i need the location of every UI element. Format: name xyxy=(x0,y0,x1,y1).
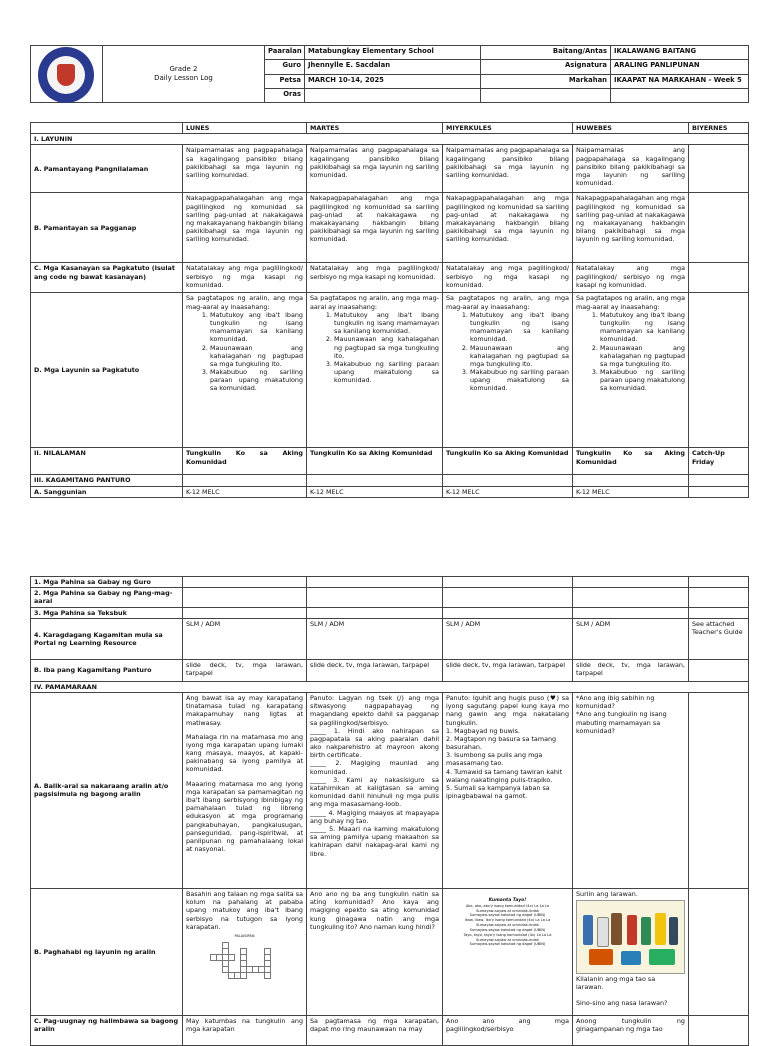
song-line: Sumayaw-sayaw at umindak-indak xyxy=(476,908,539,913)
checklist-item: _____ 1. Hindi ako nahirapan sa pagpapatala sa aking paaralan dahil ako nakparehistro at mayroon akong birth certificate. xyxy=(310,726,439,760)
lesson-table-part1 xyxy=(30,122,748,498)
objectives-list xyxy=(186,311,303,393)
empty-cell xyxy=(183,475,307,486)
mon-pag-uugnay: May katumbas na tungkulin ang mga karapatan xyxy=(183,1015,307,1045)
objectives-intro: Sa pagtatapos ng aralin, ang mga mag-aaral ay inaasahang: xyxy=(186,294,303,311)
song-line: Sumayaw-sayaw kakutad ng dagat (UBIN) xyxy=(469,942,546,947)
empty-cell xyxy=(443,475,573,486)
empty-cell xyxy=(573,475,689,486)
song-line: Ikaw, ikaw, ika'y isang komunidad (4x) La La La xyxy=(464,918,551,923)
paaralan-label: Paaralan xyxy=(265,46,305,60)
empty-cell xyxy=(307,475,443,486)
mon-balik-aral xyxy=(183,692,307,888)
wed-karagdagang-kagamitan: SLM / ADM xyxy=(443,618,573,659)
checklist-item: _____ 5. Maaari na kaming makatulong sa aming pamilya upang makaahon sa kahirapan dahil nakapag-aral kami ng libre. xyxy=(310,824,439,858)
tue-layunin-sa-pagkatuto xyxy=(307,293,443,448)
crossword-puzzle-image xyxy=(210,942,280,984)
row-label-layunin-sa-pagkatuto: D. Mga Layunin sa Pagkatuto xyxy=(31,293,183,448)
song-line: Sumayaw-sayaw at umindak-indak xyxy=(476,923,539,928)
objective-item: 3. Makabubuo ng sariling paraan upang makatulong sa komunidad. xyxy=(210,368,303,393)
paragraph: Mahalaga rin na matamasa mo ang iyong mga karapatan upang lumaki kang masaya, maayos, at kapaki-pakinabang sa iyong pamilya at komunidad. xyxy=(186,732,303,774)
fri-empty xyxy=(689,145,749,193)
wed-sanggunian: K-12 MELC xyxy=(443,486,573,497)
row-label-balik-aral: A. Balik-aral sa nakaraang aralin at/o pagsisimula ng bagong aralin xyxy=(31,692,183,888)
paragraph: Maaaring matamasa mo ang iyong mga karapatan sa pamamagitan ng iba't ibang serbisyong ibinibigay ng pamahalaan tulad ng libreng edukasyon at mga programang pangkabuhayan, pangkalusugan, panseguridad, pang-ispiritwal, at panlipunan ng pamahalaang lokal at nasyonal. xyxy=(186,779,303,854)
crossword-caption: PALAISIPAN xyxy=(234,933,255,938)
section-kagamitang-panturo: III. KAGAMITANG PANTURO xyxy=(31,475,183,486)
fri-empty xyxy=(689,888,749,1015)
mon-paghahabi xyxy=(183,888,307,1015)
row-label-pamantayan-sa-pagganap: B. Pamantayan sa Pagganap xyxy=(31,193,183,263)
fri-empty xyxy=(689,486,749,497)
fri-catch-up: Catch-Up Friday xyxy=(689,448,749,475)
thu-nilalaman: Tungkulin Ko sa Aking Komunidad xyxy=(573,448,689,475)
objective-item: 1. Matutukoy ang iba't ibang tungkulin ng isang mamamayan sa kanilang komunidad. xyxy=(210,311,303,344)
wed-layunin-sa-pagkatuto xyxy=(443,293,573,448)
objectives-intro: Sa pagtatapos ng aralin, ang mga mag-aaral ay inaasahang: xyxy=(576,294,685,311)
petsa-label: Petsa xyxy=(265,74,305,88)
baitang-value: IKALAWANG BAITANG xyxy=(611,46,749,60)
question-text: *Ano ang ibig sabihin ng komunidad? xyxy=(576,693,655,711)
fri-teachers-guide-note: See attached Teacher's Guide xyxy=(689,618,749,659)
objective-item: 1. Matutukoy ang iba't ibang tungkulin ng isang mamamayan sa kanilang komunidad. xyxy=(470,311,569,344)
objectives-table xyxy=(30,122,749,498)
mon-pamantayan-sa-pagganap: Nakapagpapahalagahan ang mga paglilingkod ng komunidad sa sariling pag-unlad at nakakagawa ng makakayanang hakbangin bilang pakikibahagi sa mga layunin ng sariling komunidad. xyxy=(183,193,307,263)
header-table xyxy=(30,45,749,103)
guro-label: Guro xyxy=(265,60,305,74)
thu-pamantayan-sa-pagganap: Nakapagpapahalagahan ang mga paglilingkod ng komunidad sa sariling pag-unlad at nakakagawa ng makakayanang hakbangin bilang pakikibahagi sa mga layunin ng sariling komunidad. xyxy=(573,193,689,263)
wed-kasanayan: Natatalakay ang mga paglilingkod/ serbisyo ng mga kasapi ng komunidad. xyxy=(443,263,573,293)
thu-karagdagang-kagamitan: SLM / ADM xyxy=(573,618,689,659)
tue-paghahabi: Ano ano ng ba ang tungkulin natin sa ating komunidad? Ano kaya ang magiging epekto sa ating komunidad kung ginagawa natin ang mga tungkuling ito? Ano naman kung hindi? xyxy=(307,888,443,1015)
instruction-text: Basahin ang talaan ng mga salita sa kolum na pahalang at pababa upang matukoy ang iba't ibang serbisyo na tutugon sa iyong karapatan. xyxy=(186,889,303,931)
day-header-mon: LUNES xyxy=(183,123,307,134)
row-label-karagdagang-kagamitan: 4. Karagdagang Kagamitan mula sa Portal ng Learning Resource xyxy=(31,618,183,659)
song-line: Sumayaw-sayaw at umindak-indak xyxy=(476,937,539,942)
objective-item: 2. Mauunawaan ang kahalagahan ng pagtupad sa mga tungkuling ito. xyxy=(334,335,439,360)
fri-empty xyxy=(689,293,749,448)
tue-sanggunian: K-12 MELC xyxy=(307,486,443,497)
community-workers-image xyxy=(576,900,685,974)
song-line: Ako, ako, ako'y isang komunidad (4x) La La La xyxy=(465,903,550,908)
day-header-fri: BIYERNES xyxy=(689,123,749,134)
thu-layunin-sa-pagkatuto xyxy=(573,293,689,448)
empty-cell xyxy=(481,88,611,102)
fri-empty xyxy=(689,659,749,681)
list-item: 2. Magtapon ng basura sa tamang basurahan. xyxy=(446,734,557,752)
tue-pamantayan-sa-pagganap: Nakapagpapahalagahan ang mga paglilingkod ng komunidad sa sariling pag-unlad at nakakagawa ng makakayanang hakbangin bilang pakikibahagi sa mga layunin ng sariling komunidad. xyxy=(307,193,443,263)
wed-paghahabi xyxy=(443,888,573,1015)
day-header-tue: MARTES xyxy=(307,123,443,134)
deped-seal-logo xyxy=(38,47,94,103)
instruction-text: Panuto: Iguhit ang hugis puso (♥) sa iyong sagutang papel kung kaya mo nang gawin ang mga nakatalang tungkulin. xyxy=(446,693,569,727)
asignatura-value: ARALING PANLIPUNAN xyxy=(611,60,749,74)
paragraph: Ang bawat isa ay may karapatang tinatamasa tulad ng karapatang makapamuhay nang ligtas at matiwasay. xyxy=(186,693,303,727)
logo-cell xyxy=(31,46,103,103)
checklist-item: _____ 4. Magiging maayos at mapayapa ang buhay ng tao. xyxy=(310,808,439,825)
tue-balik-aral xyxy=(307,692,443,888)
song-line: Sumayaw-sayaw kakutad ng dagat (UBIN) xyxy=(469,927,546,932)
objectives-intro: Sa pagtatapos ng aralin, ang mga mag-aaral ay inaasahang: xyxy=(446,294,569,311)
tue-kasanayan: Natatalakay ang mga paglilingkod/ serbisyo ng mga kasapi ng komunidad. xyxy=(307,263,443,293)
row-label-gabay-mag-aaral: 2. Mga Pahina sa Gabay ng Pang-mag-aaral xyxy=(31,588,183,607)
markahan-label: Markahan xyxy=(481,74,611,88)
instruction-text: Suriin ang larawan. xyxy=(576,889,638,898)
section-pamamaraan: IV. PAMAMARAAN xyxy=(31,681,749,692)
fri-empty xyxy=(689,263,749,293)
thu-pamantayang-pangnilalaman: Naipamamalas ang pagpapahalaga sa kagalingang pansibiko bilang pakikibahagi sa mga layunin ng sariling komunidad. xyxy=(573,145,689,193)
row-label-iba-pang-kagamitan: B. Iba pang Kagamitang Panturo xyxy=(31,659,183,681)
tue-karagdagang-kagamitan: SLM / ADM xyxy=(307,618,443,659)
fri-empty xyxy=(689,193,749,263)
mon-layunin-sa-pagkatuto xyxy=(183,293,307,448)
list-item: 3. Isumbong sa pulis ang mga masasamang tao. xyxy=(446,751,543,768)
section-layunin: I. LAYUNIN xyxy=(31,134,749,145)
header-block xyxy=(30,45,748,103)
asignatura-label: Asignatura xyxy=(481,60,611,74)
objective-item: 3. Makabubuo ng sariling paraan upang makatulong sa komunidad. xyxy=(470,368,569,393)
row-label-pamantayang-pangnilalaman: A. Pamantayang Pangnilalaman xyxy=(31,145,183,193)
empty-cell xyxy=(611,88,749,102)
checklist-item: _____ 3. Kami ay nakasisiguro sa katahimikan at kaligtasan sa aming komunidad dahil hinuhuli ng mga pulis ang mga masasamang-loob. xyxy=(310,775,439,809)
tue-nilalaman: Tungkulin Ko sa Aking Komunidad xyxy=(307,448,443,475)
procedures-table xyxy=(30,576,749,1046)
objective-item: 2. Mauunawaan ang kahalagahan ng pagtupad sa mga tungkuling ito. xyxy=(470,344,569,369)
list-item: 1. Magbayad ng buwis. xyxy=(446,726,520,735)
day-header-thu: HUWEBES xyxy=(573,123,689,134)
mon-sanggunian: K-12 MELC xyxy=(183,486,307,497)
list-item: 5. Sumali sa kampanya laban sa ipinagbabawal na gamot. xyxy=(446,784,550,801)
day-header-wed: MIYERKULES xyxy=(443,123,573,134)
fri-empty xyxy=(689,692,749,888)
objective-item: 1. Matutukoy ang iba't ibang tungkulin ng isang mamamayan sa kanilang komunidad. xyxy=(600,311,685,344)
baitang-label: Baitang/Antas xyxy=(481,46,611,60)
objective-item: 2. Mauunawaan ang kahalagahan ng pagtupad sa mga tungkuling ito. xyxy=(600,344,685,369)
petsa-value: MARCH 10-14, 2025 xyxy=(305,74,481,88)
wed-pamantayang-pangnilalaman: Naipamamalas ang pagpapahalaga sa kagalingang pansibiko bilang pakikibahagi sa mga layunin ng sariling komunidad. xyxy=(443,145,573,193)
mon-nilalaman: Tungkulin Ko sa Aking Komunidad xyxy=(183,448,307,475)
objectives-list xyxy=(576,311,685,393)
lesson-table-part2 xyxy=(30,576,748,1034)
row-label-pag-uugnay: C. Pag-uugnay ng halimbawa sa bagong aralin xyxy=(31,1015,183,1045)
question-text: Sino-sino ang nasa larawan? xyxy=(576,998,668,1007)
corner-cell xyxy=(31,123,183,134)
tue-iba-pang-kagamitan: slide deck, tv, mga larawan, tarpapel xyxy=(307,659,443,681)
tue-pag-uugnay: Sa pagtamasa ng mga karapatan, dapat mo ring maunawaan na may xyxy=(307,1015,443,1045)
mon-pamantayang-pangnilalaman: Naipamamalas ang pagpapahalaga sa kagalingang pansibiko bilang pakikibahagi sa mga layunin ng sariling komunidad. xyxy=(183,145,307,193)
row-label-teksbuk: 3. Mga Pahina sa Teksbuk xyxy=(31,607,183,618)
oras-label: Oras xyxy=(265,88,305,102)
fri-empty xyxy=(689,1015,749,1045)
thu-pag-uugnay: Anong tungkulin ng ginagampanan ng mga tao xyxy=(573,1015,689,1045)
song-title: Kumanta Tayo! xyxy=(488,897,527,903)
thu-balik-aral xyxy=(573,692,689,888)
song-line: Sumayaw-sayaw kakutad ng dagat (UBIN) xyxy=(469,913,546,918)
song-line: Tayo, tayo, tayo'y isang komunidad (4x) La La La xyxy=(463,932,552,937)
row-label-kasanayan: C. Mga Kasanayan sa Pagkatuto (Isulat ang code ng bawat kasanayan) xyxy=(31,263,183,293)
grade-label: Grade 2 xyxy=(169,65,198,74)
row-label-paghahabi: B. Paghahabi ng layunin ng aralin xyxy=(31,888,183,1015)
thu-sanggunian: K-12 MELC xyxy=(573,486,689,497)
markahan-value: IKAAPAT NA MARKAHAN - Week 5 xyxy=(611,74,749,88)
objective-item: 2. Mauunawaan ang kahalagahan ng pagtupad sa mga tungkuling ito. xyxy=(210,344,303,369)
objective-item: 1. Matutukoy ang iba't ibang tungkulin ng isang mamamayan sa kanilang komunidad. xyxy=(334,311,439,336)
wed-pag-uugnay: Ano ano ang mga paglilingkod/serbisyo xyxy=(443,1015,573,1045)
wed-iba-pang-kagamitan: slide deck, tv, mga larawan, tarpapel xyxy=(443,659,573,681)
row-label-sanggunian: A. Sanggunian xyxy=(31,486,183,497)
thu-kasanayan: Natatalakay ang mga paglilingkod/ serbisyo ng mga kasapi ng komunidad. xyxy=(573,263,689,293)
list-item: 4. Tumawid sa tamang tawiran kahit walang nakatinging pulis-trapiko. xyxy=(446,767,563,784)
objective-item: 3. Makabubuo ng sariling paraan upang makatulong sa komunidad. xyxy=(334,360,439,385)
guro-value: Jhennylle E. Sacdalan xyxy=(305,60,481,74)
paaralan-value: Matabungkay Elementary School xyxy=(305,46,481,60)
tue-pamantayang-pangnilalaman: Naipamamalas ang pagpapahalaga sa kagalingang pansibiko bilang pakikibahagi sa mga layunin ng sariling komunidad. xyxy=(307,145,443,193)
thu-iba-pang-kagamitan: slide deck, tv, mga larawan, tarpapel xyxy=(573,659,689,681)
instruction-text: Kilalanin ang mga tao sa larawan. xyxy=(576,974,656,992)
thu-paghahabi xyxy=(573,888,689,1015)
objectives-list xyxy=(446,311,569,393)
wed-balik-aral xyxy=(443,692,573,888)
objectives-intro: Sa pagtatapos ng aralin, ang mga mag-aaral ay inaasahang: xyxy=(310,294,439,311)
mon-karagdagang-kagamitan: SLM / ADM xyxy=(183,618,307,659)
checklist-item: _____ 2. Magiging maunlad ang komunidad. xyxy=(310,759,439,776)
instruction-text: Panuto: Lagyan ng tsek (/) ang mga sitwasyong nagpapahayag ng magandang epekto dahil sa pagganap sa paglilingkod/serbisyo. xyxy=(310,693,439,727)
mon-iba-pang-kagamitan: slide deck, tv, mga larawan, tarpapel xyxy=(183,659,307,681)
wed-nilalaman: Tungkulin Ko sa Aking Komunidad xyxy=(443,448,573,475)
doc-title: Daily Lesson Log xyxy=(154,74,213,82)
mon-kasanayan: Natatalakay ang mga paglilingkod/ serbisyo ng mga kasapi ng komunidad. xyxy=(183,263,307,293)
objective-item: 3. Makabubuo ng sariling paraan upang makatulong sa komunidad. xyxy=(600,368,685,393)
objectives-list xyxy=(310,311,439,385)
section-nilalaman: II. NILALAMAN xyxy=(31,448,183,475)
row-label-gabay-guro: 1. Mga Pahina sa Gabay ng Guro xyxy=(31,577,183,588)
empty-cell xyxy=(689,475,749,486)
wed-pamantayan-sa-pagganap: Nakapagpapahalagahan ang mga paglilingkod ng komunidad sa sariling pag-unlad at nakakagawa ng makakayanang hakbangin bilang pakikibahagi sa mga layunin ng sariling komunidad. xyxy=(443,193,573,263)
question-text: *Ano ang tungkulin ng isang mabuting mamamayan sa komunidad? xyxy=(576,710,667,735)
oras-value xyxy=(305,88,481,102)
doc-title-cell xyxy=(103,46,265,103)
